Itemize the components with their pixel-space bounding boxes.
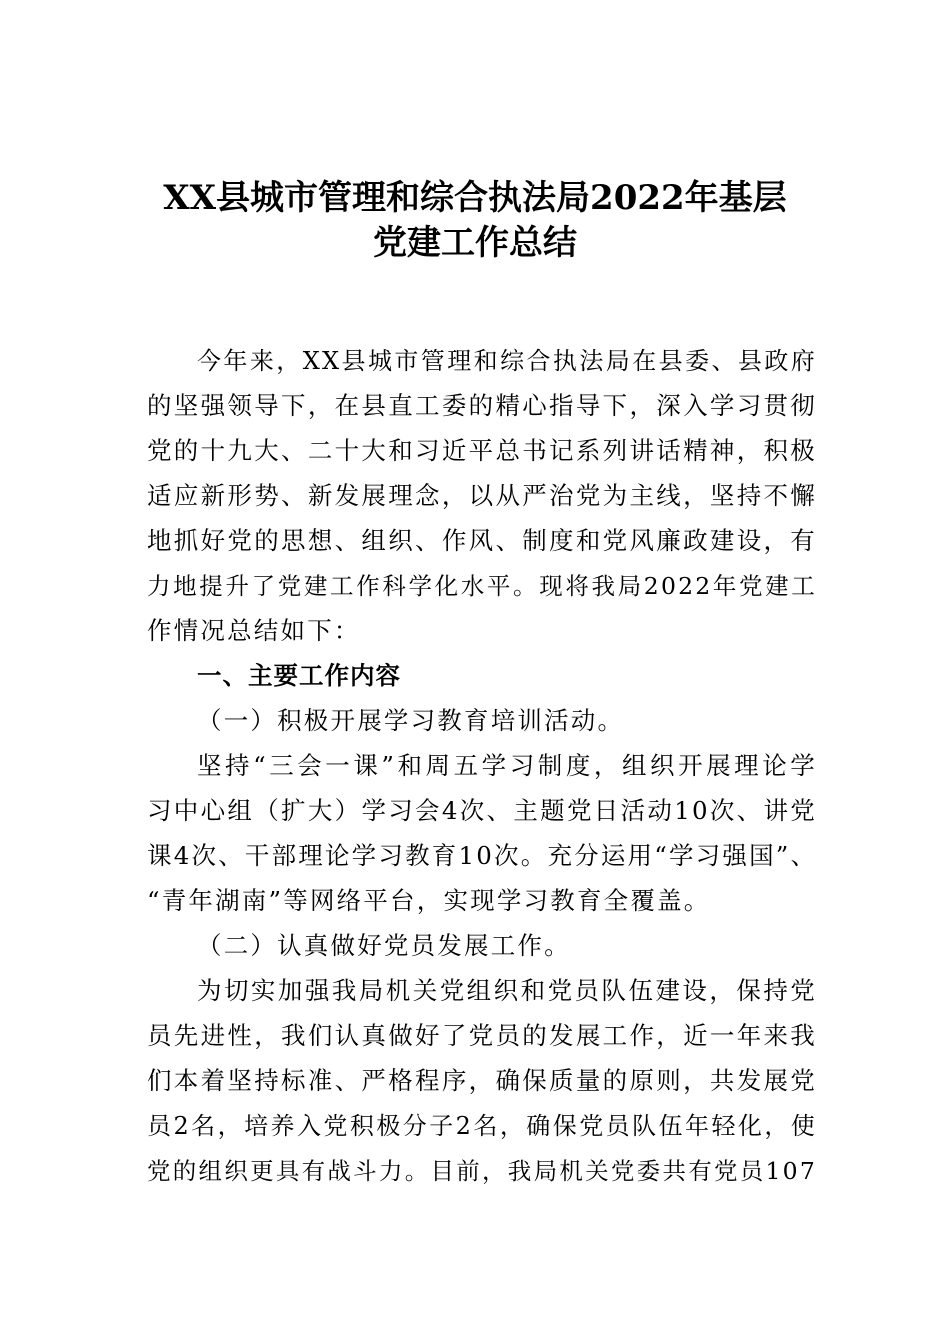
- paragraph-line: 适应新形势、新发展理念，以从严治党为主线，坚持不懈: [147, 481, 817, 510]
- paragraph-line: 课4次、干部理论学习教育10次。充分运用“学习强国”、: [147, 841, 818, 870]
- paragraph-line: 为切实加强我局机关党组织和党员队伍建设，保持党: [197, 976, 817, 1005]
- paragraph-line: 的坚强领导下，在县直工委的精心指导下，深入学习贯彻: [147, 391, 817, 420]
- paragraph-line: 党的组织更具有战斗力。目前，我局机关党委共有党员107: [147, 1157, 817, 1185]
- paragraph-line: 坚持“三会一课”和周五学习制度，组织开展理论学: [197, 751, 817, 780]
- document-body: [147, 345, 817, 1200]
- paragraph-line: 地抓好党的思想、组织、作风、制度和党风廉政建设，有: [147, 526, 817, 555]
- subsection-heading: （一）积极开展学习教育培训活动。: [197, 706, 625, 735]
- section-heading: 一、主要工作内容: [197, 661, 401, 690]
- paragraph-line: 员先进性，我们认真做好了党员的发展工作，近一年来我: [147, 1021, 817, 1050]
- subsection-heading: （二）认真做好党员发展工作。: [197, 931, 571, 960]
- document-title-line-2: 党建工作总结: [373, 223, 577, 263]
- paragraph-line: 习中心组（扩大）学习会4次、主题党日活动10次、讲党: [147, 796, 817, 825]
- paragraph-line: 党的十九大、二十大和习近平总书记系列讲话精神，积极: [147, 436, 817, 465]
- paragraph-line: 员2名，培养入党积极分子2名，确保党员队伍年轻化，使: [147, 1112, 817, 1140]
- paragraph-line: “青年湖南”等网络平台，实现学习教育全覆盖。: [147, 886, 711, 915]
- document-title-line-1: XX县城市管理和综合执法局2022年基层: [163, 178, 787, 218]
- paragraph-line: 今年来，XX县城市管理和综合执法局在县委、县政府: [197, 347, 817, 375]
- paragraph-line: 们本着坚持标准、严格程序，确保质量的原则，共发展党: [147, 1066, 817, 1095]
- paragraph-line: 力地提升了党建工作科学化水平。现将我局2022年党建工: [147, 572, 817, 600]
- paragraph-line: 作情况总结如下：: [147, 616, 361, 645]
